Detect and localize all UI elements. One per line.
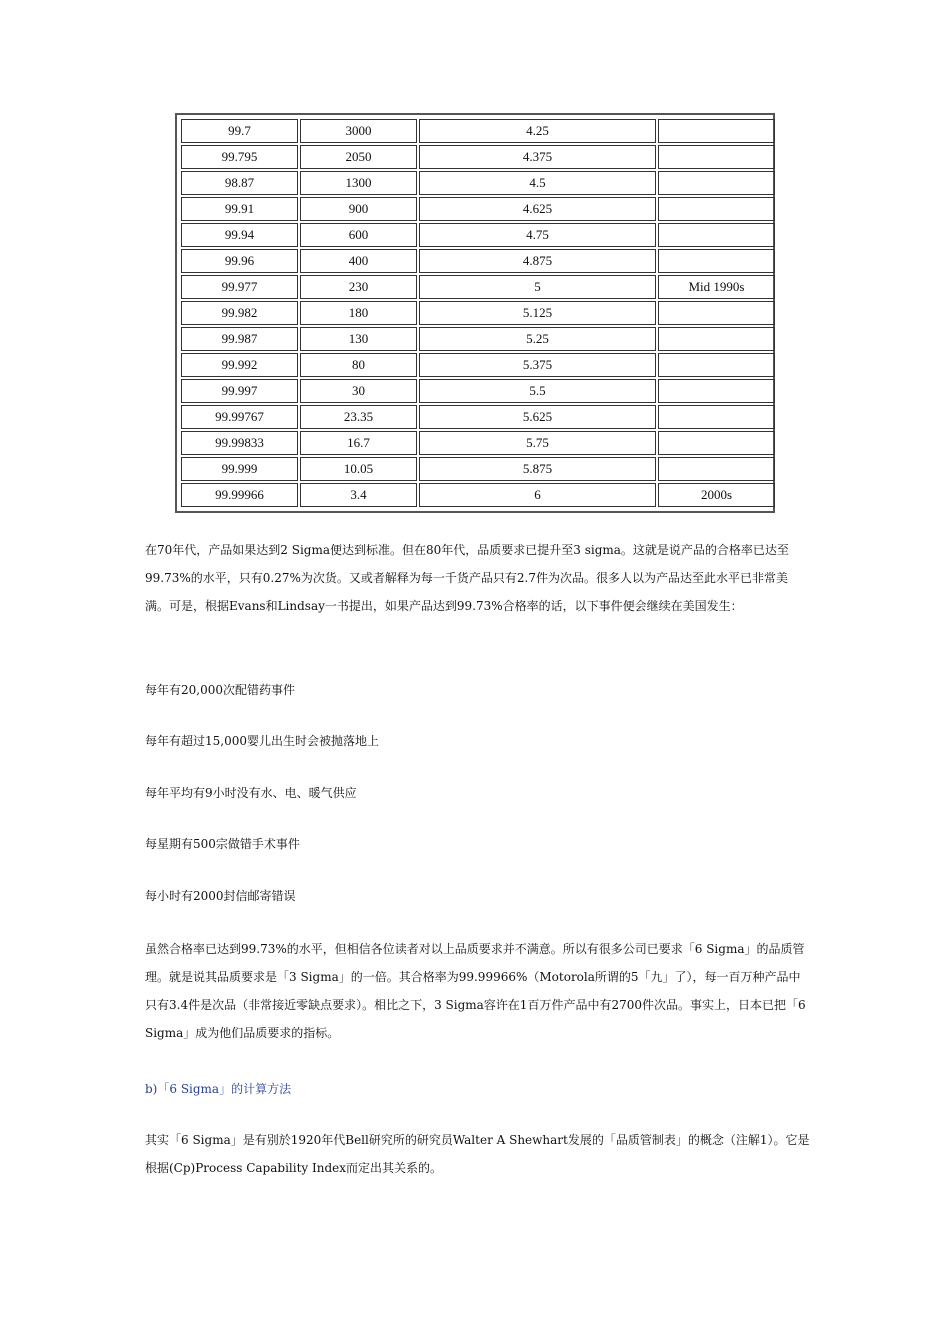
table-cell: 6 [419, 483, 656, 507]
table-cell: 10.05 [300, 457, 417, 481]
sigma-table [175, 113, 775, 513]
table-cell: 4.625 [419, 197, 656, 221]
table-cell: 99.99833 [181, 431, 298, 455]
event-item: 每年平均有9小时没有水、电、暖气供应 [145, 786, 357, 800]
table-cell [658, 197, 775, 221]
table-row [181, 223, 775, 247]
table-row [181, 301, 775, 325]
event-item: 每年有20,000次配错药事件 [145, 683, 295, 697]
table-cell: 99.91 [181, 197, 298, 221]
table-cell: 99.99767 [181, 405, 298, 429]
table-cell: 99.795 [181, 145, 298, 169]
table-row [181, 379, 775, 403]
table-cell: 99.96 [181, 249, 298, 273]
table-cell: 99.99966 [181, 483, 298, 507]
table-cell: 400 [300, 249, 417, 273]
table-cell: 5 [419, 275, 656, 299]
table-cell: 5.375 [419, 353, 656, 377]
table-cell: 5.5 [419, 379, 656, 403]
paragraph-six-sigma: 虽然合格率已达到99.73%的水平，但相信各位读者对以上品质要求并不满意。所以有很多公司已要求「6 Sigma」的品质管理。就是说其品质要求是「3 Sigma」的一倍。其合格率为99.99966%（Motorola所谓的5「九」了），每一百万种产品中只有3.4件是次品（非常接近零缺点要求）。相比之下，3 Sigma容许在1百万件产品中有2700件次品。事实上，日本已把「6 Sigma」成为他们品质要求的指标。 [145, 942, 806, 1040]
table-cell: 99.7 [181, 119, 298, 143]
table-cell: 99.94 [181, 223, 298, 247]
table-cell [658, 405, 775, 429]
table-cell: 16.7 [300, 431, 417, 455]
table-cell: 4.875 [419, 249, 656, 273]
table-cell: Mid 1990s [658, 275, 775, 299]
table-cell: 5.75 [419, 431, 656, 455]
table-cell [658, 353, 775, 377]
table-cell: 2050 [300, 145, 417, 169]
table-cell [658, 223, 775, 247]
table-row [181, 431, 775, 455]
table-cell [658, 457, 775, 481]
table-cell: 99.982 [181, 301, 298, 325]
table-cell: 99.987 [181, 327, 298, 351]
table-row [181, 249, 775, 273]
table-cell [658, 249, 775, 273]
event-item: 每小时有2000封信邮寄错误 [145, 889, 296, 903]
table-cell: 23.35 [300, 405, 417, 429]
table-cell: 5.625 [419, 405, 656, 429]
table-cell [658, 145, 775, 169]
table-row [181, 327, 775, 351]
table-cell: 4.75 [419, 223, 656, 247]
sigma-table-grid [179, 117, 777, 509]
table-cell [658, 431, 775, 455]
table-row [181, 197, 775, 221]
table-row [181, 171, 775, 195]
table-row [181, 119, 775, 143]
table-cell [658, 327, 775, 351]
table-cell: 4.25 [419, 119, 656, 143]
table-cell: 130 [300, 327, 417, 351]
event-item: 每年有超过15,000婴儿出生时会被抛落地上 [145, 734, 379, 748]
paragraph-calculation: 其实「6 Sigma」是有别於1920年代Bell研究所的研究员Walter A Shewhart发展的「品质管制表」的概念（注解1）。它是根据(Cp)Process Capability Index而定出其关系的。 [145, 1133, 810, 1175]
table-cell: 98.87 [181, 171, 298, 195]
sigma-table-body [181, 119, 775, 507]
table-cell: 4.5 [419, 171, 656, 195]
table-cell: 5.25 [419, 327, 656, 351]
table-cell: 600 [300, 223, 417, 247]
table-cell: 180 [300, 301, 417, 325]
table-cell: 900 [300, 197, 417, 221]
table-row [181, 353, 775, 377]
table-cell: 80 [300, 353, 417, 377]
table-row [181, 145, 775, 169]
table-cell [658, 379, 775, 403]
table-cell: 5.125 [419, 301, 656, 325]
table-cell: 3000 [300, 119, 417, 143]
table-cell: 4.375 [419, 145, 656, 169]
table-cell [658, 301, 775, 325]
table-row [181, 457, 775, 481]
table-cell: 5.875 [419, 457, 656, 481]
table-cell [658, 119, 775, 143]
table-row [181, 405, 775, 429]
section-heading: b)「6 Sigma」的计算方法 [145, 1082, 292, 1096]
table-row [181, 275, 775, 299]
table-cell: 30 [300, 379, 417, 403]
paragraph-intro: 在70年代，产品如果达到2 Sigma便达到标准。但在80年代，品质要求已提升至3 sigma。这就是说产品的合格率已达至99.73%的水平，只有0.27%为次货。又或者解释为每一千货产品只有2.7件为次品。很多人以为产品达至此水平已非常美满。可是，根据Evans和Lindsay一书提出，如果产品达到99.73%合格率的话，以下事件便会继续在美国发生： [145, 543, 789, 613]
table-row [181, 483, 775, 507]
table-cell: 99.997 [181, 379, 298, 403]
table-cell: 99.977 [181, 275, 298, 299]
table-cell: 3.4 [300, 483, 417, 507]
table-cell: 99.999 [181, 457, 298, 481]
event-item: 每星期有500宗做错手术事件 [145, 837, 300, 851]
table-cell: 230 [300, 275, 417, 299]
table-cell: 2000s [658, 483, 775, 507]
table-cell [658, 171, 775, 195]
table-cell: 99.992 [181, 353, 298, 377]
table-cell: 1300 [300, 171, 417, 195]
